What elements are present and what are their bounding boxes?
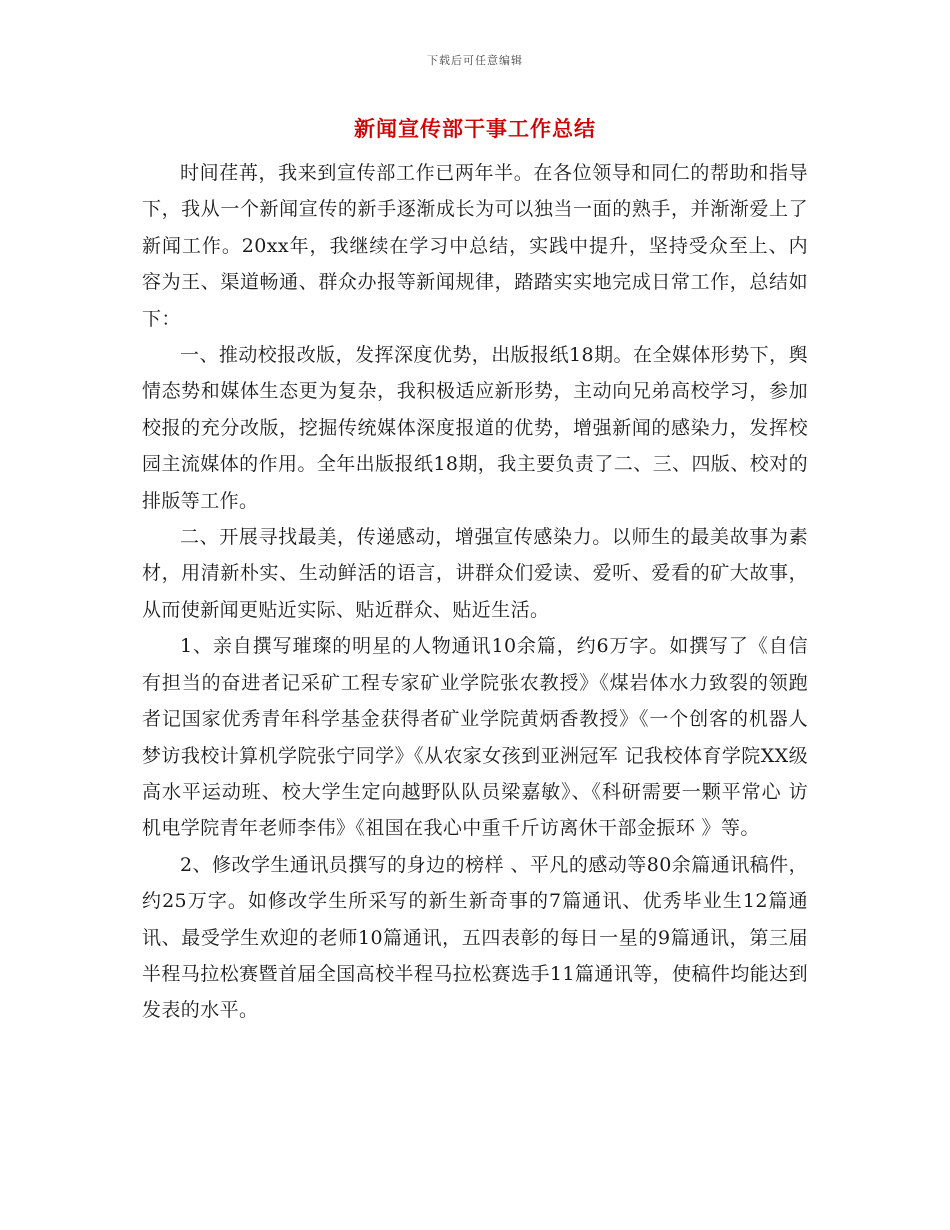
paragraph-section-2: 二、开展寻找最美，传递感动，增强宣传感染力。以师生的最美故事为素材，用清新朴实、生动鲜活的语言，讲群众们爱读、爱听、爱看的矿大故事，从而使新闻更贴近实际、贴近群众、贴近生活。	[142, 526, 808, 621]
paragraph-intro: 时间荏苒，我来到宣传部工作已两年半。在各位领导和同仁的帮助和指导下，我从一个新闻宣传的新手逐渐成长为可以独当一面的熟手，并渐渐爱上了新闻工作。20xx年，我继续在学习中总结，实践中提升，坚持受众至上、内容为王、渠道畅通、群众办报等新闻规律，踏踏实实地完成日常工作，总结如下：	[142, 162, 808, 330]
paragraph-item-1: 1、亲自撰写璀璨的明星的人物通讯10余篇，约6万字。如撰写了《自信有担当的奋进者记采矿工程专家矿业学院张农教授》《煤岩体水力致裂的领跑者记国家优秀青年科学基金获得者矿业学院黄炳香教授》《一个创客的机器人梦访我校计算机学院张宁同学》《从农家女孩到亚洲冠军 记我校体育学院XX级高水平运动班、校大学生定向越野队队员梁嘉敏》、《科研需要一颗平常心 访机电学院青年老师李伟》《祖国在我心中重千斤访离休干部金振环 》等。	[142, 635, 808, 840]
paragraph-section-1: 一、推动校报改版，发挥深度优势，出版报纸18期。在全媒体形势下，舆情态势和媒体生态更为复杂，我积极适应新形势，主动向兄弟高校学习，参加校报的充分改版，挖掘传统媒体深度报道的优势，增强新闻的感染力，发挥校园主流媒体的作用。全年出版报纸18期，我主要负责了二、三、四版、校对的排版等工作。	[142, 344, 808, 512]
document-title: 新闻宣传部干事工作总结	[354, 116, 596, 141]
document-body	[142, 155, 808, 1029]
header-note: 下载后可任意编辑	[427, 54, 523, 67]
paragraph-item-2: 2、修改学生通讯员撰写的身边的榜样 、平凡的感动等80余篇通讯稿件，约25万字。如修改学生所采写的新生新奇事的7篇通讯、优秀毕业生12篇通讯、最受学生欢迎的老师10篇通讯，五四表彰的每日一星的9篇通讯，第三届半程马拉松赛暨首届全国高校半程马拉松赛选手11篇通讯等，使稿件均能达到发表的水平。	[142, 853, 808, 1022]
